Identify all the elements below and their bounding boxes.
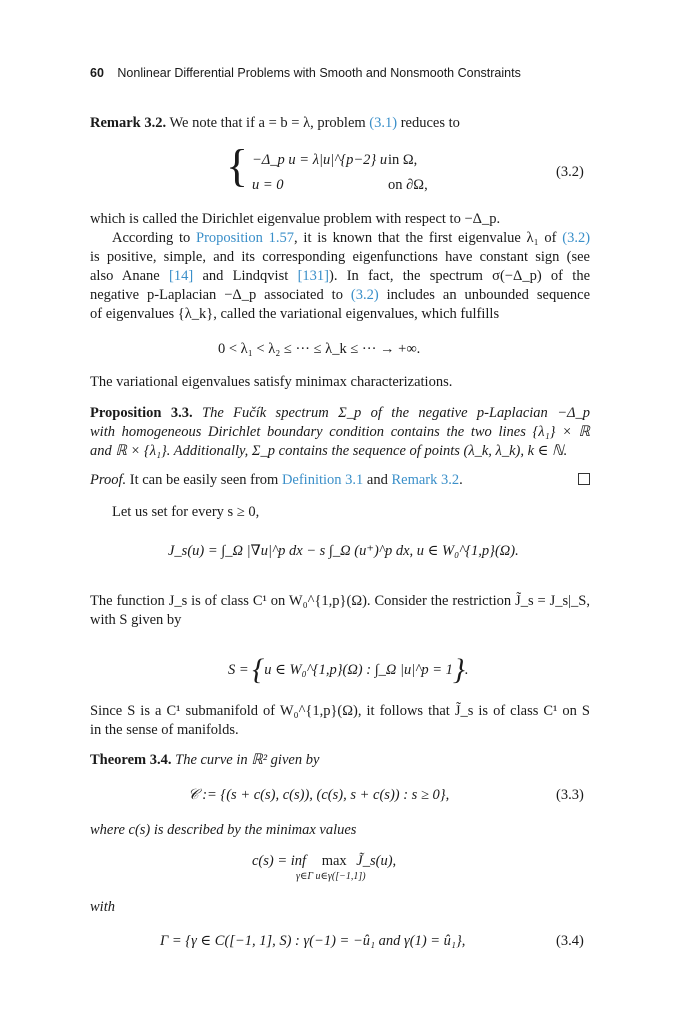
- left-brace: {: [226, 140, 249, 191]
- eq-3-2-row1-lhs: −Δ_p u = λ|u|^{p−2} u: [252, 152, 388, 168]
- proof-post: .: [459, 472, 463, 488]
- theorem-label: Theorem 3.4.: [90, 752, 172, 768]
- proposition-line3: and ℝ × {λ₁}. Additionally, Σ_p contains the sequence of points (λ_k, λ_k), k ∈ ℕ.: [90, 443, 568, 459]
- ref-proposition-1-57[interactable]: Proposition 1.57: [196, 230, 295, 246]
- eq-3-3: 𝒞 := {(s + c(s), c(s)), (c(s), s + c(s)) : s ≥ 0},: [188, 787, 450, 803]
- para3: Let us set for every s ≥ 0,: [112, 504, 260, 520]
- eq-cs-max: max: [321, 853, 347, 869]
- eq-3-2-number: (3.2): [556, 164, 584, 180]
- eq-3-3-number: (3.3): [556, 787, 584, 803]
- ref-eq-3-2-b[interactable]: (3.2): [350, 287, 379, 303]
- para1-line4-mid: and Lindqvist: [202, 268, 289, 284]
- eq-3-2-row2-lhs: u = 0: [252, 177, 284, 193]
- eq-S-open-brace: {: [252, 653, 265, 686]
- remark-text: We note that if a = b = λ, problem: [169, 115, 366, 131]
- proposition-line2: with homogeneous Dirichlet boundary condition contains the two lines {λ₁} × ℝ: [90, 424, 590, 440]
- proof-text: It can be easily seen from: [129, 472, 279, 488]
- proof-mid: and: [366, 472, 388, 488]
- eq-cs-lhs: c(s) = inf: [252, 853, 307, 869]
- theorem-cont: where c(s) is described by the minimax values: [90, 822, 357, 838]
- para1-line1: which is called the Dirichlet eigenvalue problem with respect to −Δ_p.: [90, 211, 501, 227]
- qed-square-icon: [578, 473, 590, 485]
- para1-line2: [112, 229, 590, 247]
- eq-S-tail: .: [464, 662, 469, 678]
- eq-Js: J_s(u) = ∫_Ω |∇u|^p dx − s ∫_Ω (u⁺)^p dx, u ∈ W₀^{1,p}(Ω).: [168, 543, 519, 559]
- proposition-label: Proposition 3.3.: [90, 405, 193, 421]
- proof-label: Proof.: [90, 472, 127, 488]
- page-number: 60: [90, 66, 104, 80]
- para2: The variational eigenvalues satisfy minimax characterizations.: [90, 374, 453, 390]
- ref-131[interactable]: [131]: [297, 268, 329, 284]
- para1-line4: [90, 267, 590, 285]
- para5-line2: in the sense of manifolds.: [90, 722, 239, 738]
- para1-line5: [90, 286, 590, 304]
- para1-line3: is positive, simple, and its corresponding eigenfunctions have constant sign (see: [90, 249, 590, 265]
- eq-eigenvalue-chain: 0 < λ₁ < λ₂ ≤ ··· ≤ λ_k ≤ ··· → +∞.: [218, 341, 421, 357]
- eq-cs: [252, 853, 396, 870]
- proof-line: [90, 471, 463, 489]
- eq-3-4: Γ = {γ ∈ C([−1, 1], S) : γ(−1) = −û₁ and γ(1) = û₁},: [160, 933, 466, 949]
- theorem-text: The curve in ℝ² given by: [175, 752, 320, 768]
- eq-S: [228, 653, 469, 687]
- ref-definition-3-1[interactable]: Definition 3.1: [281, 472, 364, 488]
- eq-cs-rhs: J̃_s(u),: [356, 853, 397, 869]
- running-header: [90, 66, 521, 80]
- eq-cs-subscript: γ∈Γ u∈γ([−1,1]): [296, 871, 366, 882]
- para1-line4-pre: also Anane: [90, 268, 160, 284]
- eq-3-4-number: (3.4): [556, 933, 584, 949]
- para4-line1: The function J_s is of class C¹ on W₀^{1,p}(Ω). Consider the restriction J̃_s = J_s|_S,: [90, 593, 590, 609]
- eq-S-body: u ∈ W₀^{1,p}(Ω) : ∫_Ω |u|^p = 1: [264, 662, 453, 678]
- running-title: Nonlinear Differential Problems with Smooth and Nonsmooth Constraints: [117, 66, 521, 80]
- para1-line4-post: ). In fact, the spectrum σ(−Δ_p) of the: [328, 268, 591, 284]
- ref-remark-3-2[interactable]: Remark 3.2: [391, 472, 460, 488]
- remark-label: Remark 3.2.: [90, 115, 167, 131]
- para4-line2: with S given by: [90, 612, 182, 628]
- para1-line2-pre: According to: [112, 230, 191, 246]
- proposition-line1: [90, 404, 590, 422]
- eq-S-lhs: S =: [228, 662, 249, 678]
- para1-line5-post: includes an unbounded sequence: [386, 287, 591, 303]
- eq-S-close-brace: }: [452, 653, 465, 686]
- remark-ref-3-1[interactable]: (3.1): [369, 115, 398, 131]
- proposition-text1: The Fučík spectrum Σ_p of the negative p-Laplacian −Δ_p: [202, 405, 590, 421]
- with-text: with: [90, 899, 115, 915]
- para1-line2-mid: , it is known that the first eigenvalue λ₁ of: [294, 230, 557, 246]
- para5-line1: Since S is a C¹ submanifold of W₀^{1,p}(Ω), it follows that J̃_s is of class C¹ on S: [90, 703, 590, 719]
- ref-eq-3-2[interactable]: (3.2): [562, 230, 591, 246]
- remark-line: [90, 114, 460, 132]
- remark-text-post: reduces to: [400, 115, 460, 131]
- eq-3-2-row2-domain: on ∂Ω,: [388, 177, 428, 193]
- eq-3-2-row1-domain: in Ω,: [388, 152, 418, 168]
- ref-14[interactable]: [14]: [168, 268, 194, 284]
- para1-line5-pre: negative p-Laplacian −Δ_p associated to: [90, 287, 343, 303]
- theorem-line: [90, 751, 319, 769]
- para1-line6: of eigenvalues {λ_k}, called the variational eigenvalues, which fulfills: [90, 306, 500, 322]
